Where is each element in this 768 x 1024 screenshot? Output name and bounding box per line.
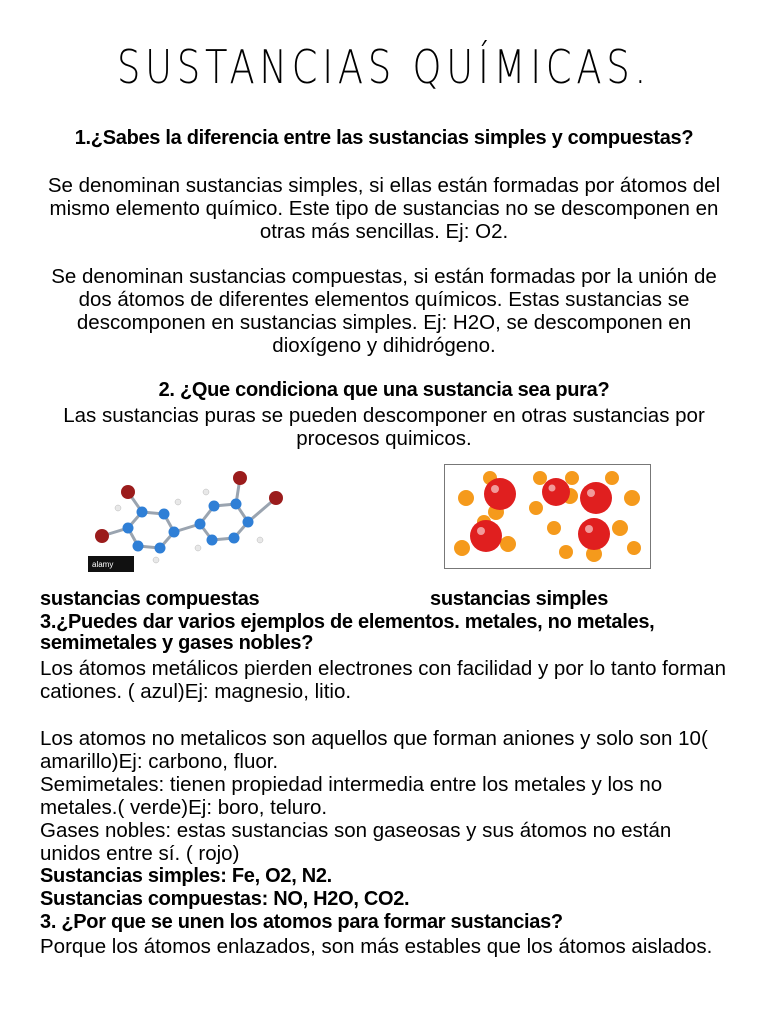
nonmetals-text: Los atomos no metalicos son aquellos que forman aniones y solo son 10( amarillo)Ej: carbono, fluor.	[40, 727, 708, 773]
watermark-text: alamy	[92, 560, 114, 569]
right-image-caption: sustancias simples	[430, 588, 609, 610]
compound-molecule-image	[88, 462, 298, 572]
left-image-caption: sustancias compuestas	[40, 588, 260, 610]
metals-text: Los átomos metálicos pierden electrones con facilidad y por lo tanto forman cationes. ( azul)Ej: magnesio, litio.	[40, 657, 726, 703]
answer-4: Porque los átomos enlazados, son más estables que los átomos aislados.	[40, 935, 713, 958]
answer-2: Las sustancias puras se pueden descomponer en otras sustancias por procesos quimicos.	[63, 404, 705, 450]
semimetals-text: Semimetales: tienen propiedad intermedia entre los metales y los no metales.( verde)Ej: boro, teluro.	[40, 773, 663, 819]
question-3: 3.¿Puedes dar varios ejemplos de elementos. metales, no metales, semimetales y gases nobles?	[40, 611, 655, 654]
answer-1-simple: Se denominan sustancias simples, si ellas están formadas por átomos del mismo elemento químico. Este tipo de sustancias no se descomponen en otras más sencillas. Ej: O2.	[47, 174, 721, 243]
answer-1-compound: Se denominan sustancias compuestas, si están formadas por la unión de dos átomos de diferentes elementos químicos. Estas sustancias se descomponen en sustancias simples. Ej: H2O, se descomponen en dioxígeno y dihidrógeno.	[51, 265, 717, 357]
question-4: 3. ¿Por que se unen los atomos para formar sustancias?	[40, 911, 563, 933]
simple-examples: Sustancias simples: Fe, O2, N2.	[40, 865, 332, 887]
page-title: SUSTANCIAS QUÍMICAS.	[116, 40, 652, 94]
question-2: 2. ¿Que condiciona que una sustancia sea pura?	[158, 379, 610, 401]
compound-examples: Sustancias compuestas: NO, H2O, CO2.	[40, 888, 410, 910]
question-1: 1.¿Sabes la diferencia entre las sustancias simples y compuestas?	[74, 127, 694, 149]
simple-molecule-image	[444, 464, 651, 569]
noble-gases-text: Gases nobles: estas sustancias son gaseosas y sus átomos no están unidos entre sí. ( rojo)	[40, 819, 672, 865]
